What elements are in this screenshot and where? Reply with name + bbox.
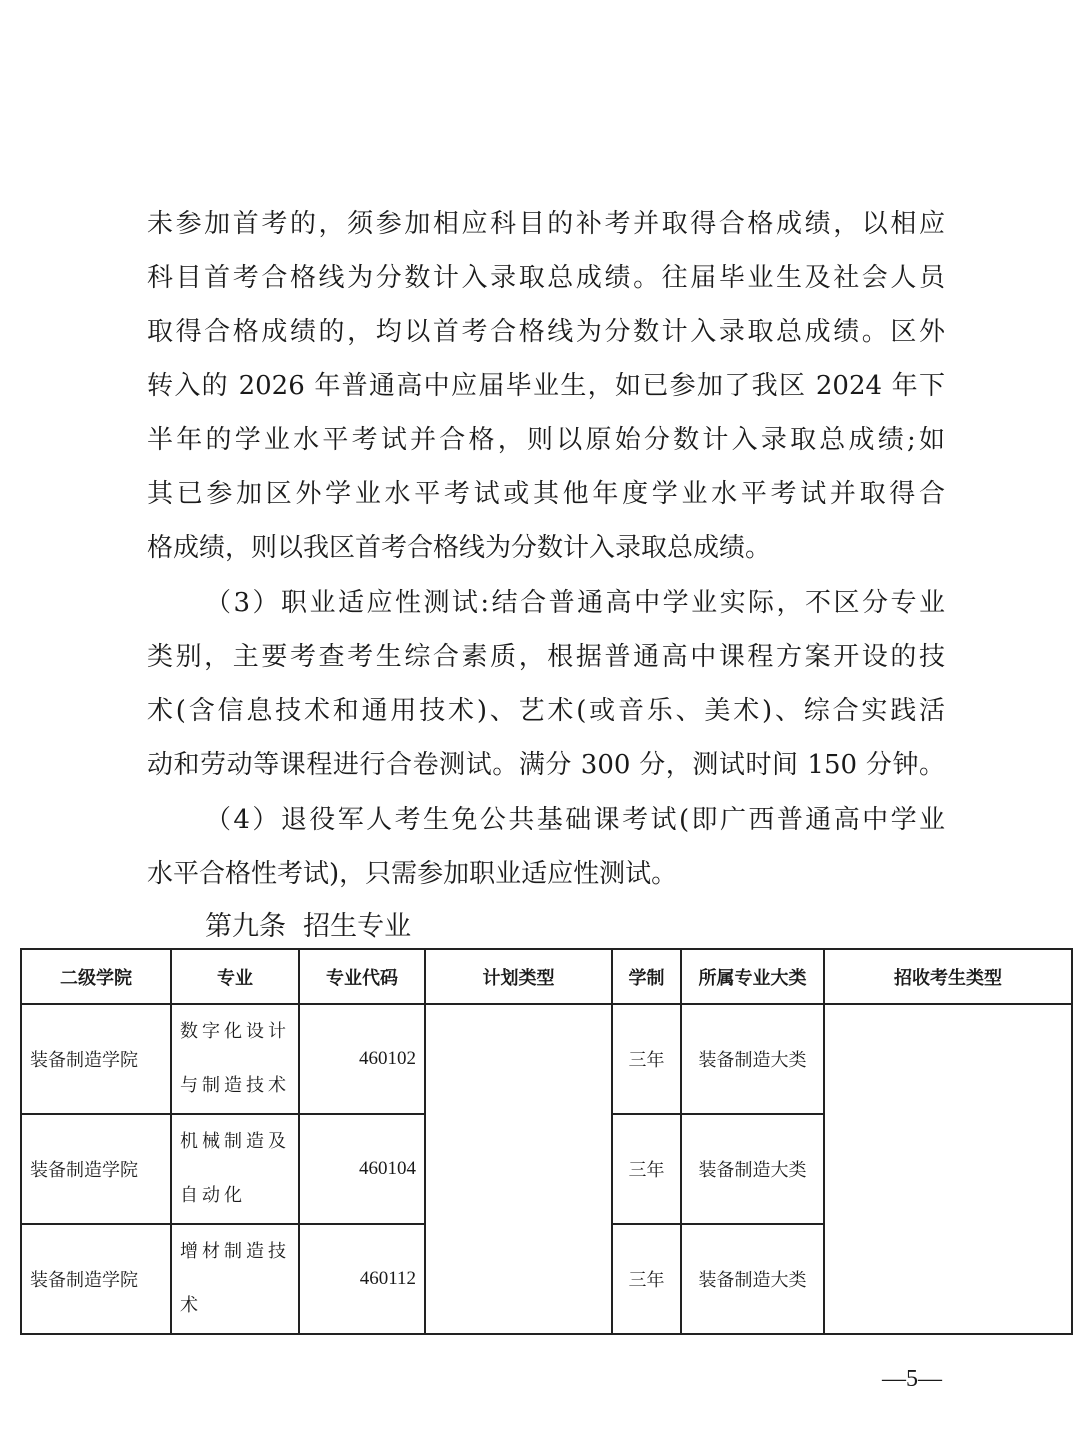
- body-line: 科目首考合格线为分数计入录取总成绩。往届毕业生及社会人员: [147, 263, 945, 293]
- header-category: 所属专业大类: [681, 949, 824, 1004]
- header-code: 专业代码: [299, 949, 425, 1004]
- majors-table: [20, 948, 1073, 1335]
- cell-major: 增材制造技术: [171, 1224, 299, 1334]
- section-heading: 第九条 招生专业: [205, 911, 412, 942]
- cell-code: 460102: [299, 1004, 425, 1114]
- cell-code: 460104: [299, 1114, 425, 1224]
- body-line: 未参加首考的，须参加相应科目的补考并取得合格成绩，以相应: [147, 209, 945, 239]
- body-line: 转入的 2026 年普通高中应届毕业生，如已参加了我区 2024 年下: [147, 371, 945, 401]
- table-header-row: [21, 949, 1072, 1004]
- cell-category: 装备制造大类: [681, 1224, 824, 1334]
- cell-college: 装备制造学院: [21, 1004, 171, 1114]
- body-line: 动和劳动等课程进行合卷测试。满分 300 分，测试时间 150 分钟。: [147, 750, 945, 780]
- cell-duration: 三年: [612, 1004, 681, 1114]
- cell-college: 装备制造学院: [21, 1224, 171, 1334]
- cell-student-type: [824, 1004, 1072, 1334]
- table-row: [21, 1004, 1072, 1114]
- body-line: 类别，主要考查考生综合素质，根据普通高中课程方案开设的技: [147, 642, 945, 672]
- header-major: 专业: [171, 949, 299, 1004]
- header-duration: 学制: [612, 949, 681, 1004]
- header-student-type: 招收考生类型: [824, 949, 1072, 1004]
- cell-duration: 三年: [612, 1114, 681, 1224]
- body-line: 格成绩，则以我区首考合格线为分数计入录取总成绩。: [147, 533, 772, 563]
- cell-college: 装备制造学院: [21, 1114, 171, 1224]
- body-line: 取得合格成绩的，均以首考合格线为分数计入录取总成绩。区外: [147, 317, 945, 347]
- header-college: 二级学院: [21, 949, 171, 1004]
- body-line: 水平合格性考试)，只需参加职业适应性测试。: [147, 859, 678, 889]
- body-line: 术(含信息技术和通用技术)、艺术(或音乐、美术)、综合实践活: [147, 696, 945, 726]
- cell-code: 460112: [299, 1224, 425, 1334]
- cell-major: 数字化设计与制造技术: [171, 1004, 299, 1114]
- cell-major: 机械制造及自动化: [171, 1114, 299, 1224]
- cell-category: 装备制造大类: [681, 1114, 824, 1224]
- body-line: 半年的学业水平考试并合格，则以原始分数计入录取总成绩;如: [147, 425, 945, 455]
- cell-category: 装备制造大类: [681, 1004, 824, 1114]
- cell-duration: 三年: [612, 1224, 681, 1334]
- header-plan-type: 计划类型: [425, 949, 612, 1004]
- body-line: 其已参加区外学业水平考试或其他年度学业水平考试并取得合: [147, 479, 945, 509]
- page-number: —5—: [882, 1366, 942, 1392]
- body-line: （3）职业适应性测试:结合普通高中学业实际，不区分专业: [205, 588, 945, 618]
- cell-plan-type: [425, 1004, 612, 1334]
- body-line: （4）退役军人考生免公共基础课考试(即广西普通高中学业: [205, 805, 945, 835]
